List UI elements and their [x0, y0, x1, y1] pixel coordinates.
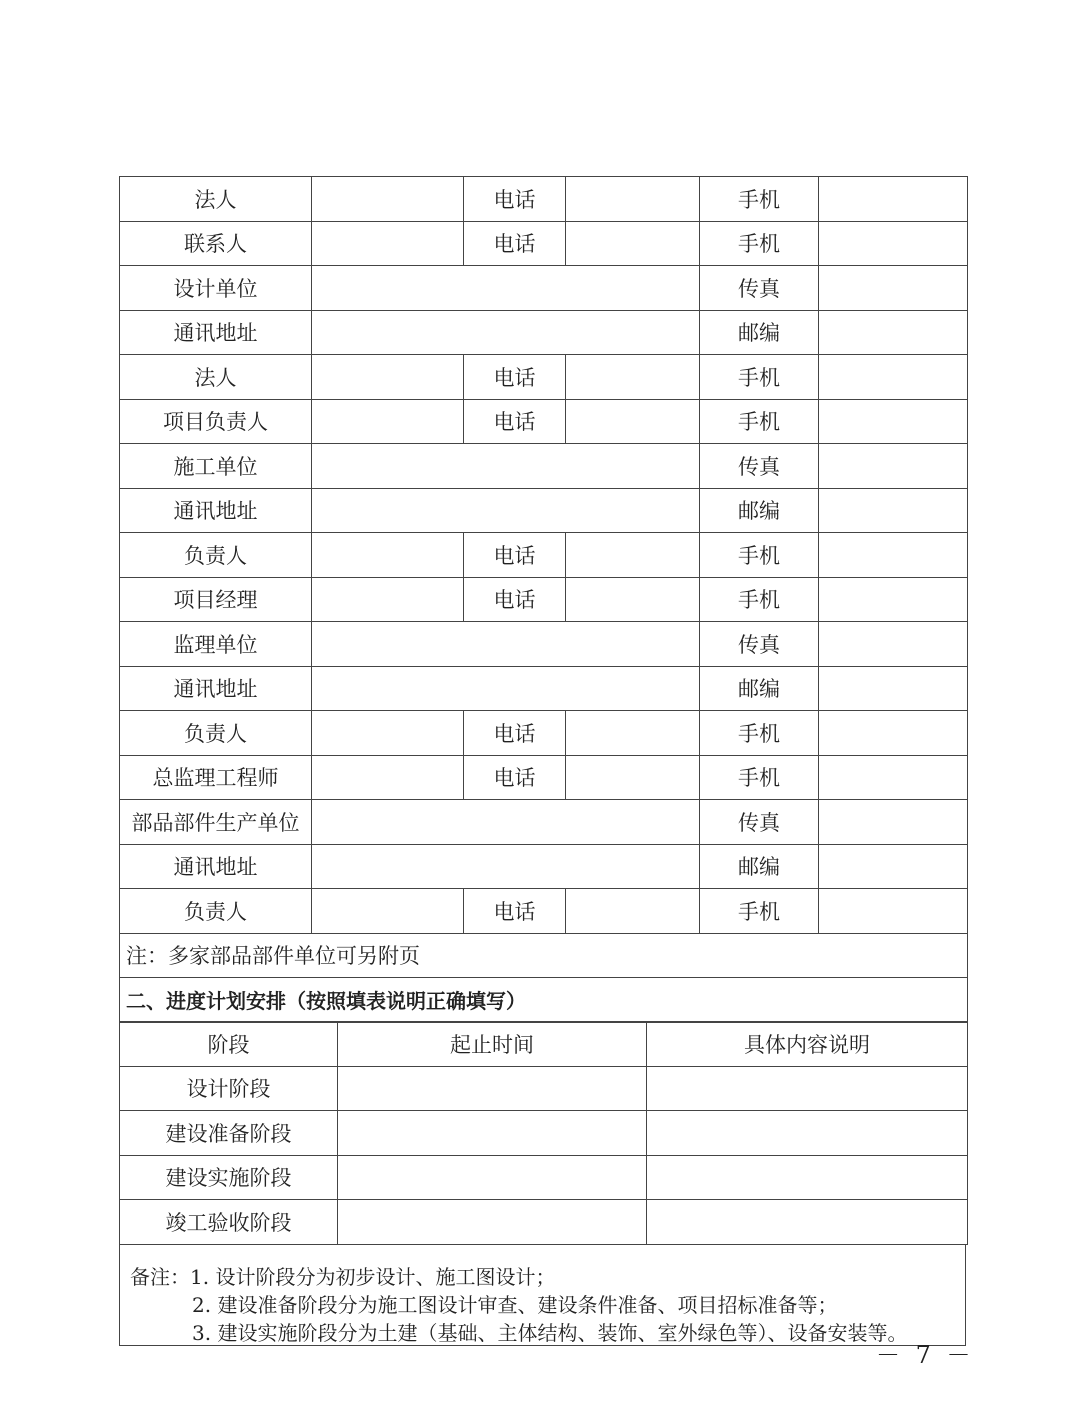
phone-label: 电话 — [464, 533, 566, 578]
schedule-row — [120, 1066, 968, 1111]
row-label: 项目经理 — [120, 577, 312, 622]
end-label: 手机 — [700, 177, 819, 222]
phone-label: 电话 — [464, 221, 566, 266]
contact-row — [120, 666, 968, 711]
value-cell[interactable] — [312, 355, 464, 400]
row-label: 负责人 — [120, 889, 312, 934]
row-label: 通讯地址 — [120, 666, 312, 711]
end-value-cell[interactable] — [819, 800, 968, 845]
contact-row — [120, 711, 968, 756]
contact-row — [120, 755, 968, 800]
stage-label: 设计阶段 — [120, 1066, 338, 1111]
row-label: 设计单位 — [120, 266, 312, 311]
note-additional-pages: 注：多家部品部件单位可另附页 — [120, 933, 968, 978]
value-cell[interactable] — [312, 266, 700, 311]
contact-row — [120, 577, 968, 622]
stage-label: 竣工验收阶段 — [120, 1200, 338, 1245]
phone-value-cell[interactable] — [566, 711, 700, 756]
remarks-box — [119, 1245, 966, 1346]
value-cell[interactable] — [312, 889, 464, 934]
end-value-cell[interactable] — [819, 488, 968, 533]
phone-value-cell[interactable] — [566, 399, 700, 444]
contact-row — [120, 221, 968, 266]
row-label: 联系人 — [120, 221, 312, 266]
value-cell[interactable] — [312, 622, 700, 667]
phone-value-cell[interactable] — [566, 755, 700, 800]
row-label: 负责人 — [120, 533, 312, 578]
phone-value-cell[interactable] — [566, 177, 700, 222]
value-cell[interactable] — [312, 755, 464, 800]
header-stage: 阶段 — [120, 1022, 338, 1067]
end-label: 传真 — [700, 622, 819, 667]
phone-label: 电话 — [464, 177, 566, 222]
end-value-cell[interactable] — [819, 755, 968, 800]
end-value-cell[interactable] — [819, 711, 968, 756]
end-label: 传真 — [700, 266, 819, 311]
remarks-line-3 — [120, 1319, 965, 1347]
end-value-cell[interactable] — [819, 444, 968, 489]
end-label: 手机 — [700, 533, 819, 578]
phone-label: 电话 — [464, 755, 566, 800]
contact-row — [120, 399, 968, 444]
end-label: 邮编 — [700, 488, 819, 533]
contact-row — [120, 266, 968, 311]
end-label: 手机 — [700, 399, 819, 444]
content-description-cell[interactable] — [647, 1066, 968, 1111]
end-value-cell[interactable] — [819, 399, 968, 444]
row-label: 部品部件生产单位 — [120, 800, 312, 845]
end-label: 传真 — [700, 800, 819, 845]
end-label: 手机 — [700, 889, 819, 934]
end-label: 手机 — [700, 221, 819, 266]
row-label: 通讯地址 — [120, 488, 312, 533]
phone-value-cell[interactable] — [566, 355, 700, 400]
stage-label: 建设实施阶段 — [120, 1155, 338, 1200]
content-description-cell[interactable] — [647, 1111, 968, 1156]
phone-value-cell[interactable] — [566, 221, 700, 266]
end-label: 邮编 — [700, 844, 819, 889]
schedule-table — [119, 1021, 968, 1245]
contact-row — [120, 800, 968, 845]
contact-row — [120, 444, 968, 489]
value-cell[interactable] — [312, 488, 700, 533]
value-cell[interactable] — [312, 310, 700, 355]
row-label: 法人 — [120, 177, 312, 222]
schedule-header-row — [120, 1022, 968, 1067]
end-label: 手机 — [700, 355, 819, 400]
value-cell[interactable] — [312, 399, 464, 444]
end-label: 手机 — [700, 711, 819, 756]
contact-row — [120, 889, 968, 934]
value-cell[interactable] — [312, 221, 464, 266]
value-cell[interactable] — [312, 577, 464, 622]
contact-row — [120, 488, 968, 533]
value-cell[interactable] — [312, 666, 700, 711]
end-value-cell[interactable] — [819, 177, 968, 222]
row-label: 通讯地址 — [120, 310, 312, 355]
value-cell[interactable] — [312, 711, 464, 756]
schedule-row — [120, 1111, 968, 1156]
time-range-cell[interactable] — [338, 1200, 647, 1245]
page-number: － 7 － — [876, 1341, 975, 1369]
phone-label: 电话 — [464, 399, 566, 444]
remarks-line-2 — [120, 1291, 965, 1319]
row-label: 监理单位 — [120, 622, 312, 667]
end-label: 传真 — [700, 444, 819, 489]
end-value-cell[interactable] — [819, 577, 968, 622]
section-title-schedule: 二、进度计划安排（按照填表说明正确填写） — [120, 978, 968, 1023]
contact-row — [120, 177, 968, 222]
contact-row — [120, 355, 968, 400]
phone-label: 电话 — [464, 355, 566, 400]
time-range-cell[interactable] — [338, 1111, 647, 1156]
time-range-cell[interactable] — [338, 1066, 647, 1111]
remarks-item: 1. 设计阶段分为初步设计、施工图设计； — [190, 1264, 556, 1289]
header-time-range: 起止时间 — [338, 1022, 647, 1067]
end-label: 手机 — [700, 577, 819, 622]
row-label: 法人 — [120, 355, 312, 400]
phone-label: 电话 — [464, 711, 566, 756]
form-sheet — [119, 176, 967, 1346]
remarks-item: 2. 建设准备阶段分为施工图设计审查、建设条件准备、项目招标准备等； — [192, 1292, 838, 1317]
phone-value-cell[interactable] — [566, 889, 700, 934]
end-value-cell[interactable] — [819, 355, 968, 400]
end-value-cell[interactable] — [819, 844, 968, 889]
schedule-row — [120, 1155, 968, 1200]
contact-row — [120, 622, 968, 667]
value-cell[interactable] — [312, 533, 464, 578]
row-label: 负责人 — [120, 711, 312, 756]
contact-table — [119, 176, 968, 1023]
end-value-cell[interactable] — [819, 533, 968, 578]
phone-value-cell[interactable] — [566, 533, 700, 578]
end-value-cell[interactable] — [819, 666, 968, 711]
phone-label: 电话 — [464, 577, 566, 622]
content-description-cell[interactable] — [647, 1200, 968, 1245]
contact-row — [120, 533, 968, 578]
end-label: 手机 — [700, 755, 819, 800]
remarks-line-1 — [120, 1263, 965, 1291]
phone-value-cell[interactable] — [566, 577, 700, 622]
row-label: 项目负责人 — [120, 399, 312, 444]
end-value-cell[interactable] — [819, 266, 968, 311]
end-value-cell[interactable] — [819, 889, 968, 934]
value-cell[interactable] — [312, 844, 700, 889]
contact-row — [120, 310, 968, 355]
remarks-item: 3. 建设实施阶段分为土建（基础、主体结构、装饰、室外绿色等）、设备安装等。 — [192, 1320, 908, 1345]
header-content-description: 具体内容说明 — [647, 1022, 968, 1067]
end-value-cell[interactable] — [819, 622, 968, 667]
contact-row — [120, 844, 968, 889]
end-label: 邮编 — [700, 310, 819, 355]
schedule-row — [120, 1200, 968, 1245]
remarks-prefix: 备注： — [130, 1264, 190, 1289]
value-cell[interactable] — [312, 177, 464, 222]
time-range-cell[interactable] — [338, 1155, 647, 1200]
phone-label: 电话 — [464, 889, 566, 934]
end-label: 邮编 — [700, 666, 819, 711]
row-label: 通讯地址 — [120, 844, 312, 889]
stage-label: 建设准备阶段 — [120, 1111, 338, 1156]
value-cell[interactable] — [312, 800, 700, 845]
content-description-cell[interactable] — [647, 1155, 968, 1200]
row-label: 总监理工程师 — [120, 755, 312, 800]
end-value-cell[interactable] — [819, 221, 968, 266]
value-cell[interactable] — [312, 444, 700, 489]
end-value-cell[interactable] — [819, 310, 968, 355]
row-label: 施工单位 — [120, 444, 312, 489]
